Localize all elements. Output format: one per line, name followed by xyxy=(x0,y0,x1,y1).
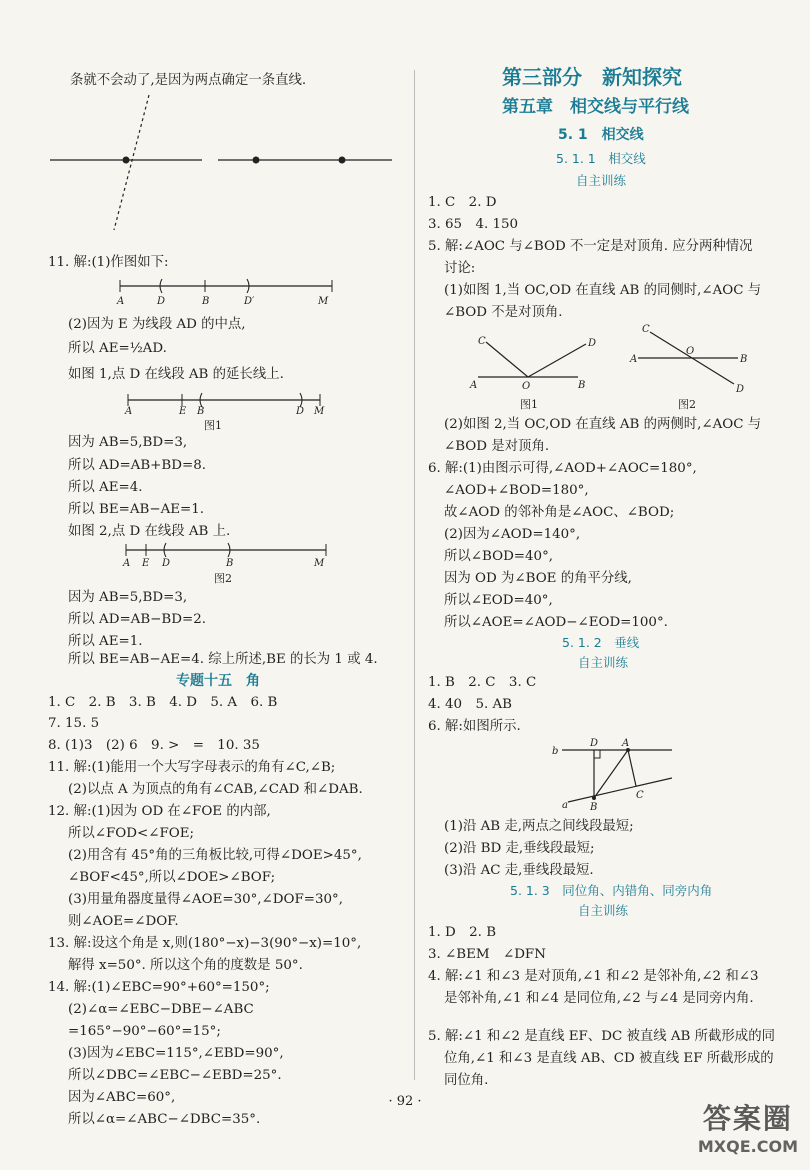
text-line: 所以 AE=½AD. xyxy=(68,341,167,356)
section-title: 5. 1 相交线 xyxy=(558,127,644,143)
text-line: (1)如图 1,当 OC,OD 在直线 AB 的同侧时,∠AOC 与 xyxy=(444,283,762,298)
point-label: B xyxy=(590,802,598,813)
text-line: 如图 2,点 D 在线段 AB 上. xyxy=(68,524,231,539)
text-line: 1. B 2. C 3. C xyxy=(428,675,537,690)
text-line: 因为 OD 为∠BOE 的角平分线, xyxy=(444,571,632,586)
figure-segment-line xyxy=(62,274,362,310)
text-line: 4. 40 5. AB xyxy=(428,697,513,712)
text-line: =165°−90°−60°=15°; xyxy=(68,1024,221,1039)
text-line: (2)以点 A 为顶点的角有∠CAB,∠CAD 和∠DAB. xyxy=(68,782,363,797)
tick-label: D′ xyxy=(244,296,255,307)
tick-label: D xyxy=(296,406,305,417)
point-label: A xyxy=(470,380,478,391)
point-label: O xyxy=(686,346,695,357)
text-line: 5. 解:∠AOC 与∠BOD 不一定是对顶角. 应分两种情况 xyxy=(428,239,753,254)
text-line: 解得 x=50°. 所以这个角的度数是 50°. xyxy=(68,958,303,973)
tick-label: A xyxy=(117,296,125,307)
text-line: 所以 AD=AB+BD=8. xyxy=(68,458,206,473)
tick-label: M xyxy=(318,296,329,307)
text-line: 1. D 2. B xyxy=(428,925,497,940)
tick-label: M xyxy=(314,406,325,417)
figure-perpendicular xyxy=(428,736,788,812)
point-label: C xyxy=(636,790,644,801)
point-label: B xyxy=(740,354,748,365)
text-line: 讨论: xyxy=(444,261,476,276)
point-label: b xyxy=(552,746,559,757)
text-line: 所以∠DBC=∠EBC−∠EBD=25°. xyxy=(68,1068,282,1083)
point-label: O xyxy=(522,381,531,392)
point-label: D xyxy=(736,384,745,395)
page-number: · 92 · xyxy=(388,1094,422,1109)
tick-label: A xyxy=(125,406,133,417)
text-line: ∠BOD 是对顶角. xyxy=(444,439,550,454)
text-line: 位角,∠1 和∠3 是直线 AB、CD 被直线 EF 所截形成的 xyxy=(444,1051,774,1066)
text-line: 所以∠AOE=∠AOD−∠EOD=100°. xyxy=(444,615,668,630)
point-label: C xyxy=(642,324,650,335)
figure-caption: 图2 xyxy=(214,572,232,585)
point-label: B xyxy=(578,380,586,391)
tick-label: A xyxy=(123,558,131,569)
text-line: (2)如图 2,当 OC,OD 在直线 AB 的两侧时,∠AOC 与 xyxy=(444,417,762,432)
tick-label: E xyxy=(179,406,187,417)
self-training-label: 自主训练 xyxy=(578,655,629,670)
point-label: a xyxy=(562,800,568,811)
text-line: ∠BOD 不是对顶角. xyxy=(444,305,563,320)
text-line: 如图 1,点 D 在线段 AB 的延长线上. xyxy=(68,367,284,382)
point-label: A xyxy=(622,738,630,749)
text-line: 3. 65 4. 150 xyxy=(428,217,519,232)
text-line: 7. 15. 5 xyxy=(48,716,100,731)
part-title: 第三部分 新知探究 xyxy=(502,65,682,89)
tick-label: B xyxy=(226,558,234,569)
figure-angles xyxy=(428,322,788,414)
text-line: 所以 AD=AB−BD=2. xyxy=(68,612,206,627)
text-line: 因为 AB=5,BD=3, xyxy=(68,590,188,605)
text-line: 14. 解:(1)∠EBC=90°+60°=150°; xyxy=(48,980,270,995)
figure-2-segment xyxy=(62,540,362,572)
point-label: D xyxy=(590,738,599,749)
tick-label: D xyxy=(162,558,171,569)
self-training-label: 自主训练 xyxy=(578,903,629,918)
subsection-title: 5. 1. 1 相交线 xyxy=(556,151,646,166)
figure-two-lines xyxy=(50,90,390,240)
text-line: 所以 BE=AB−AE=1. xyxy=(68,502,205,517)
text-line: 条就不会动了,是因为两点确定一条直线. xyxy=(70,73,307,88)
figure-caption: 图2 xyxy=(678,398,696,411)
text-line: ∠BOF<45°,所以∠DOE>∠BOF; xyxy=(68,870,276,885)
text-line: (3)因为∠EBC=115°,∠EBD=90°, xyxy=(68,1046,284,1061)
text-line: 4. 解:∠1 和∠3 是对顶角,∠1 和∠2 是邻补角,∠2 和∠3 xyxy=(428,969,759,984)
figure-caption: 图1 xyxy=(204,419,222,432)
text-line: (2)因为∠AOD=140°, xyxy=(444,527,581,542)
text-line: (1)沿 AB 走,两点之间线段最短; xyxy=(444,819,634,834)
text-line: 是邻补角,∠1 和∠4 是同位角,∠2 与∠4 是同旁内角. xyxy=(444,991,754,1006)
tick-label: D xyxy=(157,296,166,307)
text-line: 3. ∠BEM ∠DFN xyxy=(428,947,546,962)
text-line: 所以∠α=∠ABC−∠DBC=35°. xyxy=(68,1112,261,1127)
tick-label: B xyxy=(202,296,210,307)
text-line: 因为 AB=5,BD=3, xyxy=(68,435,188,450)
point-label: A xyxy=(630,354,638,365)
tick-label: B xyxy=(197,406,205,417)
watermark-text: 答案圈 xyxy=(702,1102,793,1135)
tick-label: E xyxy=(142,558,150,569)
section-heading: 专题十五 角 xyxy=(176,673,260,689)
subsection-title: 5. 1. 3 同位角、内错角、同旁内角 xyxy=(510,883,713,898)
text-line: 所以 AE=1. xyxy=(68,634,143,649)
self-training-label: 自主训练 xyxy=(576,173,627,188)
text-line: 同位角. xyxy=(444,1073,489,1088)
text-line: (2)因为 E 为线段 AD 的中点, xyxy=(68,317,246,332)
text-line: 所以∠BOD=40°, xyxy=(444,549,554,564)
text-line: 1. C 2. B 3. B 4. D 5. A 6. B xyxy=(48,695,278,710)
text-line: 6. 解:如图所示. xyxy=(428,719,521,734)
text-line: (2)沿 BD 走,垂线段最短; xyxy=(444,841,595,856)
text-line: 因为∠ABC=60°, xyxy=(68,1090,176,1105)
subsection-title: 5. 1. 2 垂线 xyxy=(562,635,640,650)
text-line: 11. 解:(1)能用一个大写字母表示的角有∠C,∠B; xyxy=(48,760,336,775)
text-line: ∠AOD+∠BOD=180°, xyxy=(444,483,589,498)
text-line: 8. (1)3 (2) 6 9. > = 10. 35 xyxy=(48,738,260,753)
text-line: 5. 解:∠1 和∠2 是直线 EF、DC 被直线 AB 所截形成的同 xyxy=(428,1029,775,1044)
point-label: D xyxy=(588,338,597,349)
text-line: 所以 BE=AB−AE=4. 综上所述,BE 的长为 1 或 4. xyxy=(68,652,378,667)
text-line: 所以 AE=4. xyxy=(68,480,143,495)
tick-label: M xyxy=(314,558,325,569)
chapter-title: 第五章 相交线与平行线 xyxy=(502,97,689,117)
text-line: 则∠AOE=∠DOF. xyxy=(68,914,179,929)
text-line: 1. C 2. D xyxy=(428,195,497,210)
text-line: 6. 解:(1)由图示可得,∠AOD+∠AOC=180°, xyxy=(428,461,697,476)
watermark-url: MXQE.COM xyxy=(697,1137,798,1156)
text-line: (3)沿 AC 走,垂线段最短. xyxy=(444,863,594,878)
figure-caption: 图1 xyxy=(520,398,538,411)
text-line: (2)∠α=∠EBC−DBE−∠ABC xyxy=(68,1002,254,1017)
text-line: 12. 解:(1)因为 OD 在∠FOE 的内部, xyxy=(48,804,271,819)
text-line: 所以∠FOD<∠FOE; xyxy=(68,826,195,841)
text-line: 13. 解:设这个角是 x,则(180°−x)−3(90°−x)=10°, xyxy=(48,936,362,951)
text-line: (3)用量角器度量得∠AOE=30°,∠DOF=30°, xyxy=(68,892,343,907)
text-line: 所以∠EOD=40°, xyxy=(444,593,553,608)
text-line: 11. 解:(1)作图如下: xyxy=(48,255,169,270)
text-line: (2)用含有 45°角的三角板比较,可得∠DOE>45°, xyxy=(68,848,362,863)
point-label: C xyxy=(478,336,486,347)
watermark-logo xyxy=(698,1097,798,1156)
text-line: 故∠AOD 的邻补角是∠AOC、∠BOD; xyxy=(444,505,675,520)
column-divider xyxy=(414,70,415,1080)
